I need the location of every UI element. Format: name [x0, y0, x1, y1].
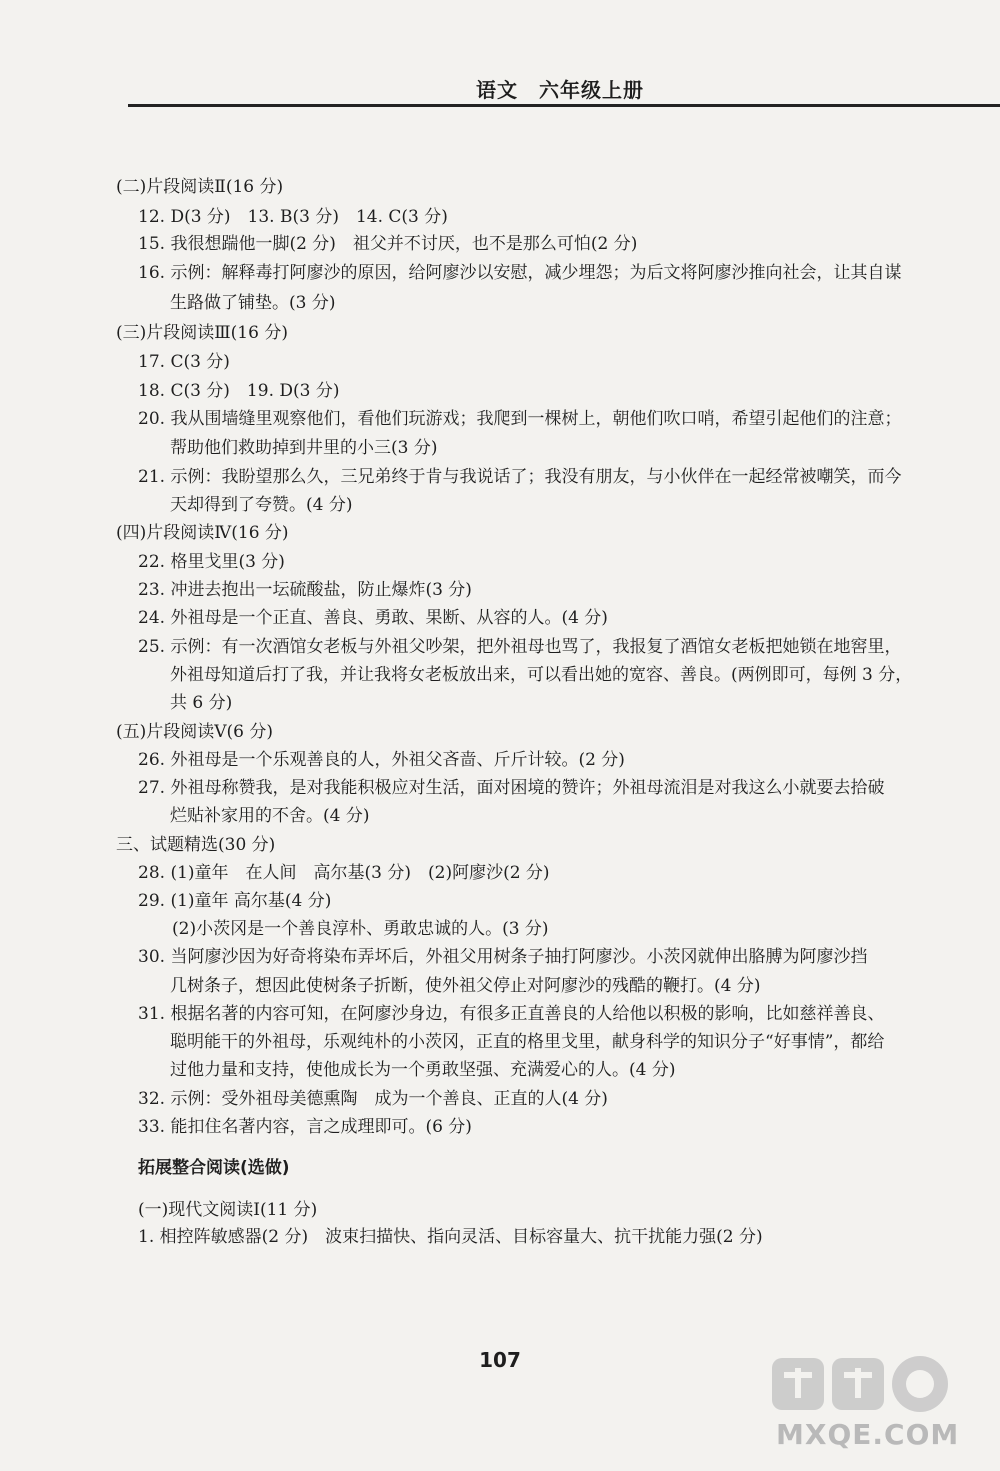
answer-line-25-cont2: 共 6 分)	[170, 693, 233, 713]
answer-line-1: 1. 相控阵敏感器(2 分) 波束扫描快、指向灵活、目标容量大、抗干扰能力强(2 分)	[138, 1227, 763, 1247]
answer-line-30-cont: 几树条子，想因此使树条子折断，使外祖父停止对阿廖沙的残酷的鞭打。(4 分)	[170, 976, 761, 996]
answer-line-22: 22. 格里戈里(3 分)	[138, 552, 285, 572]
section-heading-3-selected: 三、试题精选(30 分)	[116, 835, 276, 855]
section-heading-4: (四)片段阅读Ⅳ(16 分)	[116, 523, 289, 543]
page-number: 107	[479, 1348, 521, 1372]
answer-line-16: 16. 示例：解释毒打阿廖沙的原因，给阿廖沙以安慰，减少埋怨；为后文将阿廖沙推向社会，让其自谋	[138, 263, 902, 283]
section-heading-5: (五)片段阅读Ⅴ(6 分)	[116, 722, 274, 742]
answer-line-17: 17. C(3 分)	[138, 352, 230, 372]
answer-line-15: 15. 我很想踹他一脚(2 分) 祖父并不讨厌，也不是那么可怕(2 分)	[138, 234, 638, 254]
answer-line-31-cont: 聪明能干的外祖母，乐观纯朴的小茨冈，正直的格里戈里，献身科学的知识分子“好事情”，都给	[170, 1032, 885, 1052]
answer-line-20-cont: 帮助他们救助掉到井里的小三(3 分)	[170, 438, 438, 458]
answer-line-25-cont: 外祖母知道后打了我，并让我将女老板放出来，可以看出她的宽容、善良。(两例即可，每例 3 分，	[170, 665, 913, 685]
answer-line-16-cont: 生路做了铺垫。(3 分)	[170, 293, 336, 313]
answer-line-27-cont: 烂贴补家用的不舍。(4 分)	[170, 806, 370, 826]
answer-line-20: 20. 我从围墙缝里观察他们，看他们玩游戏；我爬到一棵树上，朝他们吹口哨，希望引起他们的注意；	[138, 409, 902, 429]
watermark-text: MXQE.COM	[776, 1418, 960, 1451]
answer-line-31-cont2: 过他力量和支持，使他成长为一个勇敢坚强、充满爱心的人。(4 分)	[170, 1060, 676, 1080]
answer-line-33: 33. 能扣住名著内容，言之成理即可。(6 分)	[138, 1117, 472, 1137]
header-rule	[128, 104, 1000, 107]
answer-line-26: 26. 外祖母是一个乐观善良的人，外祖父吝啬、斤斤计较。(2 分)	[138, 750, 625, 770]
section-heading-2: (二)片段阅读Ⅱ(16 分)	[116, 177, 284, 197]
answer-line-24: 24. 外祖母是一个正直、善良、勇敢、果断、从容的人。(4 分)	[138, 608, 608, 628]
answer-line-21: 21. 示例：我盼望那么久，三兄弟终于肯与我说话了；我没有朋友，与小伙伴在一起经常被嘲笑，而今	[138, 467, 902, 487]
answer-line-30: 30. 当阿廖沙因为好奇将染布弄坏后，外祖父用树条子抽打阿廖沙。小茨冈就伸出胳膊为阿廖沙挡	[138, 947, 868, 967]
answer-line-21-cont: 天却得到了夸赞。(4 分)	[170, 495, 353, 515]
answer-line-12-14: 12. D(3 分) 13. B(3 分) 14. C(3 分)	[138, 207, 448, 227]
page-header-title: 语文 六年级上册	[476, 78, 644, 102]
answer-line-25: 25. 示例：有一次酒馆女老板与外祖父吵架，把外祖母也骂了，我报复了酒馆女老板把她锁在地窖里，	[138, 637, 902, 657]
answer-line-31: 31. 根据名著的内容可知，在阿廖沙身边，有很多正直善良的人给他以积极的影响，比如慈祥善良、	[138, 1004, 885, 1024]
answer-line-32: 32. 示例：受外祖母美德熏陶 成为一个善良、正直的人(4 分)	[138, 1089, 608, 1109]
answer-line-28: 28. (1)童年 在人间 高尔基(3 分) (2)阿廖沙(2 分)	[138, 863, 550, 883]
answer-line-18-19: 18. C(3 分) 19. D(3 分)	[138, 381, 340, 401]
answer-line-29-2: (2)小茨冈是一个善良淳朴、勇敢忠诚的人。(3 分)	[172, 919, 549, 939]
extended-reading-heading: 拓展整合阅读(选做)	[138, 1158, 290, 1178]
answer-line-27: 27. 外祖母称赞我，是对我能积极应对生活，面对困境的赞许；外祖母流泪是对我这么小就要去拾破	[138, 778, 885, 798]
section-heading-3: (三)片段阅读Ⅲ(16 分)	[116, 323, 288, 343]
answer-line-23: 23. 冲进去抱出一坛硫酸盐，防止爆炸(3 分)	[138, 580, 472, 600]
section-heading-modern-reading: (一)现代文阅读Ⅰ(11 分)	[138, 1200, 318, 1220]
answer-line-29: 29. (1)童年 高尔基(4 分)	[138, 891, 332, 911]
